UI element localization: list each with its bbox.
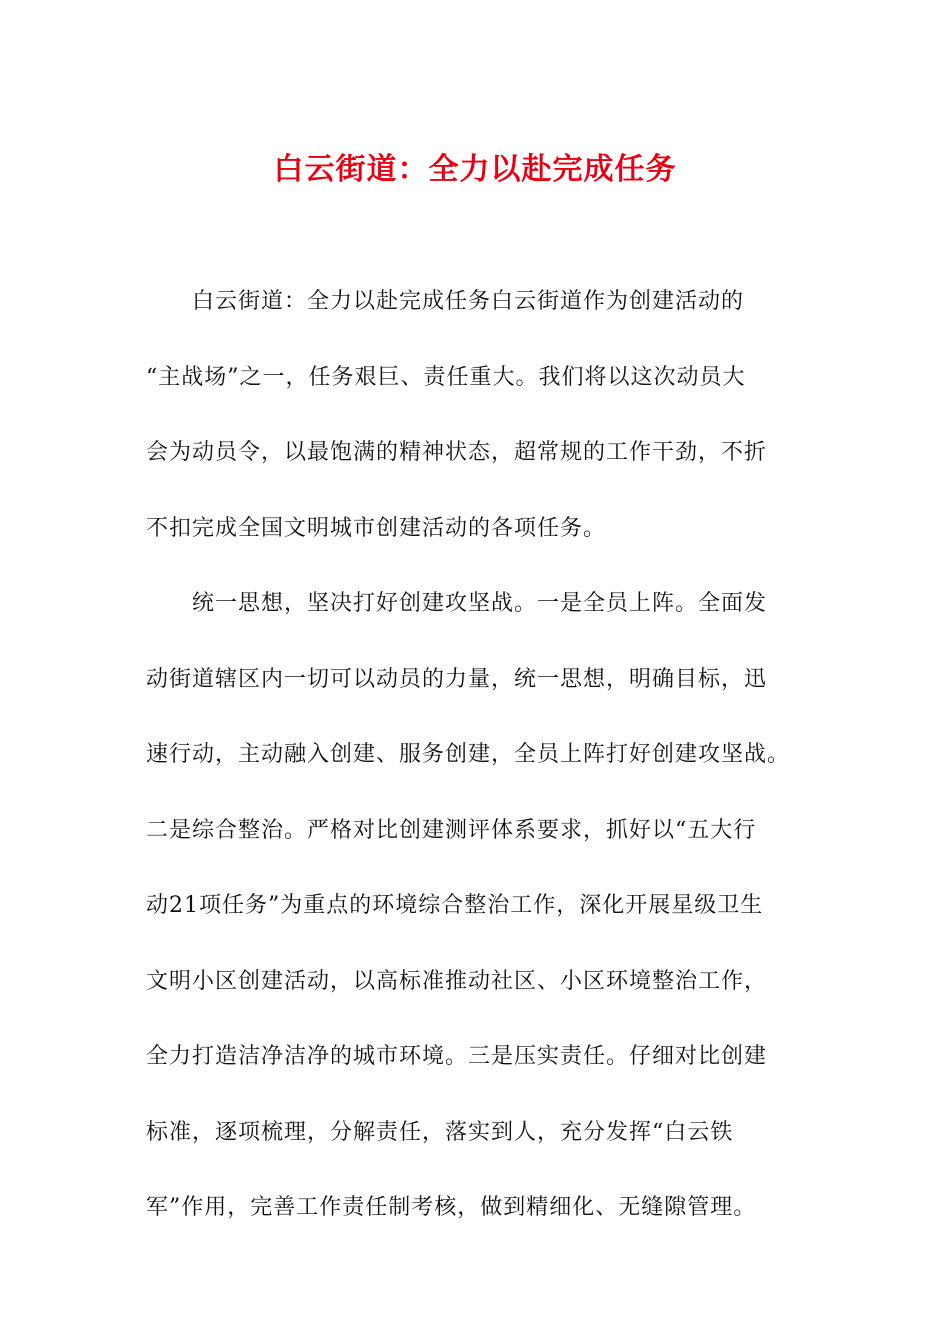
document-body bbox=[146, 264, 806, 1246]
body-line: 全力打造洁净洁净的城市环境。三是压实责任。仔细对比创建 bbox=[146, 1044, 768, 1069]
body-line: 文明小区创建活动，以高标准推动社区、小区环境整治工作， bbox=[146, 968, 768, 994]
body-line: 标准，逐项梳理，分解责任，落实到人，充分发挥“白云铁 bbox=[146, 1119, 734, 1145]
body-line: 白云街道：全力以赴完成任务白云街道作为创建活动的 bbox=[146, 289, 745, 314]
body-line: 二是综合整治。严格对比创建测评体系要求，抓好以“五大行 bbox=[146, 817, 757, 843]
body-line: “主战场”之一，任务艰巨、责任重大。我们将以这次动员大 bbox=[146, 364, 746, 390]
body-line: 不扣完成全国文明城市创建活动的各项任务。 bbox=[146, 515, 607, 541]
body-line: 军”作用，完善工作责任制考核，做到精细化、无缝隙管理。 bbox=[146, 1195, 757, 1220]
body-line: 动21项任务”为重点的环境综合整治工作，深化开展星级卫生 bbox=[146, 893, 764, 918]
body-line: 统一思想，坚决打好创建攻坚战。一是全员上阵。全面发 bbox=[146, 591, 768, 616]
body-line: 动街道辖区内一切可以动员的力量，统一思想，明确目标，迅 bbox=[146, 666, 768, 692]
document-title: 白云街道：全力以赴完成任务 bbox=[273, 152, 677, 187]
body-line: 会为动员令，以最饱满的精神状态，超常规的工作干劲，不折 bbox=[146, 440, 768, 465]
body-line: 速行动，主动融入创建、服务创建，全员上阵打好创建攻坚战。 bbox=[146, 742, 791, 767]
